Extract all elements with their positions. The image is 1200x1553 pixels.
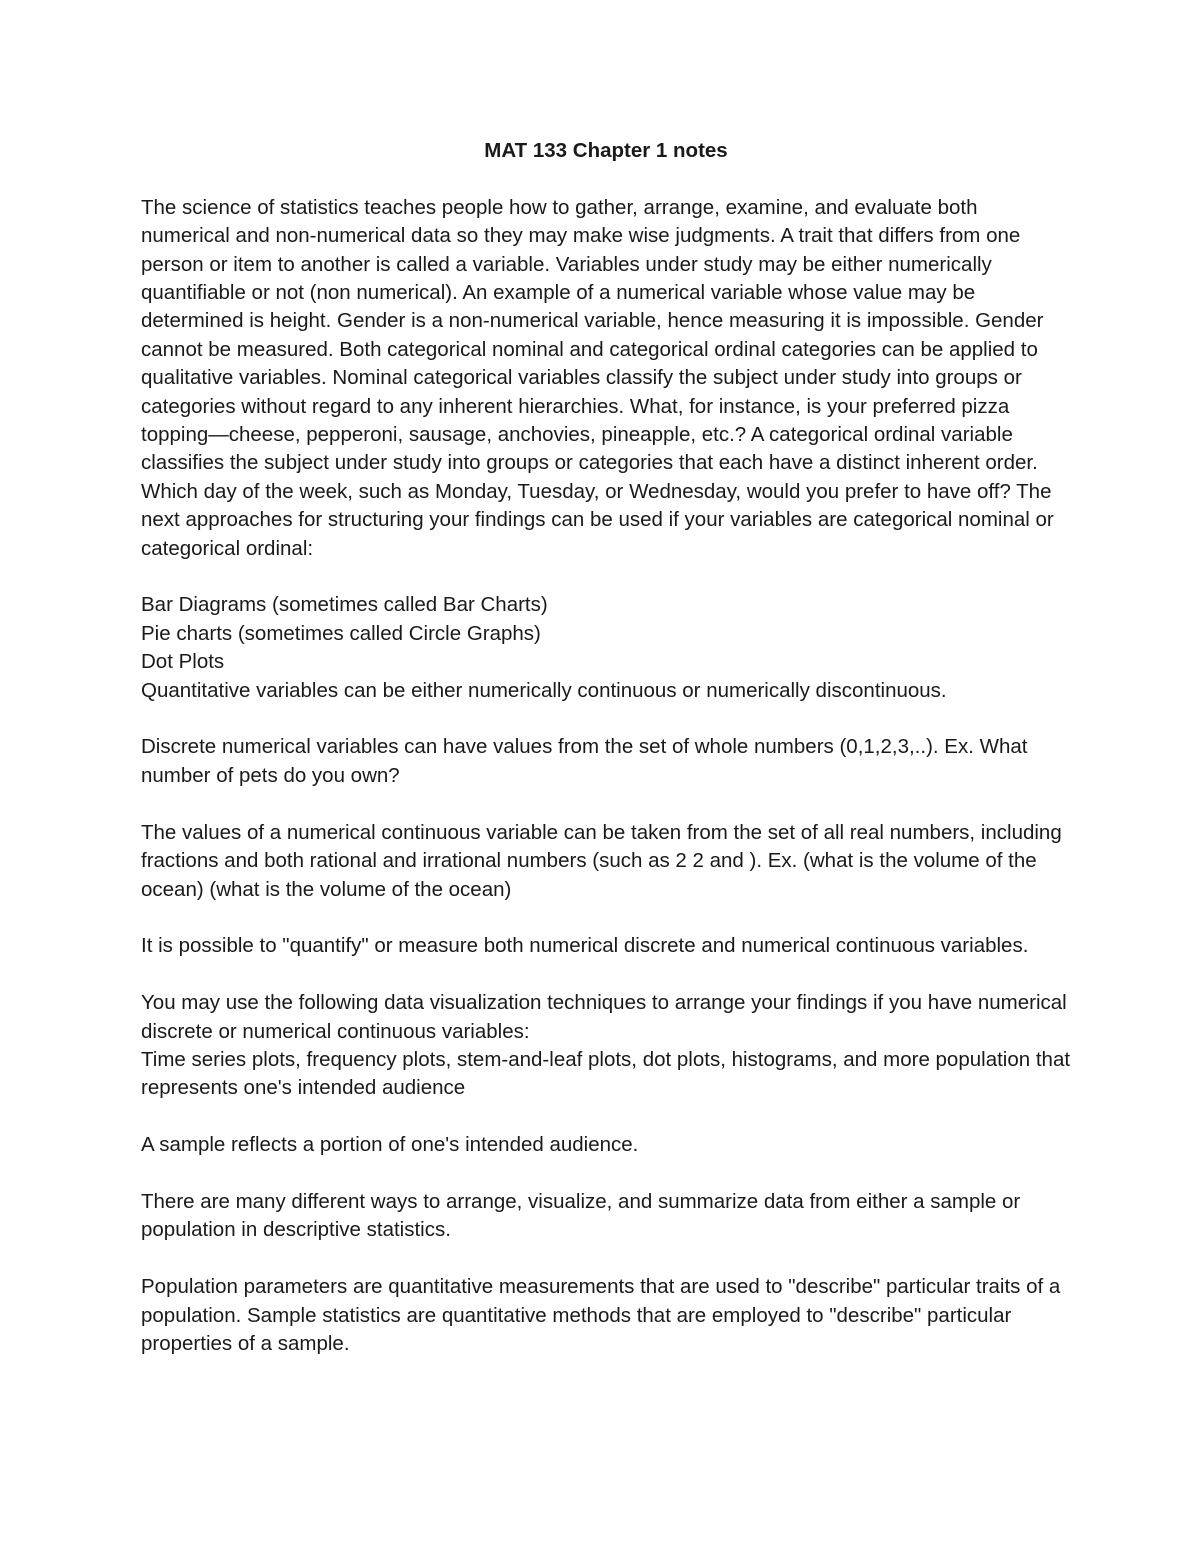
list-item-bar-diagrams: Bar Diagrams (sometimes called Bar Charts) (141, 593, 548, 617)
visualization-intro-line: You may use the following data visualization techniques to arrange your findings if you have numerical discrete or numerical continuous variables: (141, 991, 1067, 1043)
visualization-list-categorical (141, 591, 1071, 705)
list-item-quantitative-variables: Quantitative variables can be either numerically continuous or numerically discontinuous. (141, 678, 947, 702)
paragraph-quantify: It is possible to "quantify" or measure both numerical discrete and numerical continuous variables. (141, 934, 1029, 958)
document-body (141, 137, 1071, 1358)
visualization-techniques-line: Time series plots, frequency plots, stem-and-leaf plots, dot plots, histograms, and more population that represents one's intended audience (141, 1047, 1071, 1100)
paragraph-sample: A sample reflects a portion of one's intended audience. (141, 1133, 639, 1157)
paragraph-discrete-variables: Discrete numerical variables can have values from the set of whole numbers (0,1,2,3,..). Ex. What number of pets do you own? (141, 735, 1028, 787)
list-item-pie-charts: Pie charts (sometimes called Circle Graphs) (141, 621, 541, 645)
document-title: MAT 133 Chapter 1 notes (484, 139, 728, 162)
paragraph-visualization-techniques (141, 989, 1071, 1103)
paragraph-intro: The science of statistics teaches people how to gather, arrange, examine, and evaluate both numerical and non-numerical data so they may make wise judgments. A trait that differs from one person or item to another is called a variable. Variables under study may be either numerically quantifiable or not (non numerical). An example of a numerical variable whose value may be determined is height. Gender is a non-numerical variable, hence measuring it is impossible. Gender cannot be measured. Both categorical nominal and categorical ordinal categories can be applied to qualitative variables. Nominal categorical variables classify the subject under study into groups or categories without regard to any inherent hierarchies. What, for instance, is your preferred pizza topping—cheese, pepperoni, sausage, anchovies, pineapple, etc.? A categorical ordinal variable classifies the subject under study into groups or categories that each have a distinct inherent order. Which day of the week, such as Monday, Tuesday, or Wednesday, would you prefer to have off? The next approaches for structuring your findings can be used if your variables are categorical nominal or categorical ordinal: (141, 195, 1054, 560)
paragraph-parameters-statistics: Population parameters are quantitative measurements that are used to "describe" particular traits of a population. Sample statistics are quantitative methods that are employed to "describe" particular properties of a sample. (141, 1275, 1061, 1355)
paragraph-descriptive-statistics: There are many different ways to arrange, visualize, and summarize data from either a sample or population in descriptive statistics. (141, 1189, 1021, 1242)
list-item-dot-plots: Dot Plots (141, 650, 225, 674)
paragraph-continuous-variables: The values of a numerical continuous variable can be taken from the set of all real numbers, including fractions and both rational and irrational numbers (such as 2 2 and ). Ex. (what is the volume of the ocean) (what is the volume of the ocean) (141, 820, 1062, 901)
